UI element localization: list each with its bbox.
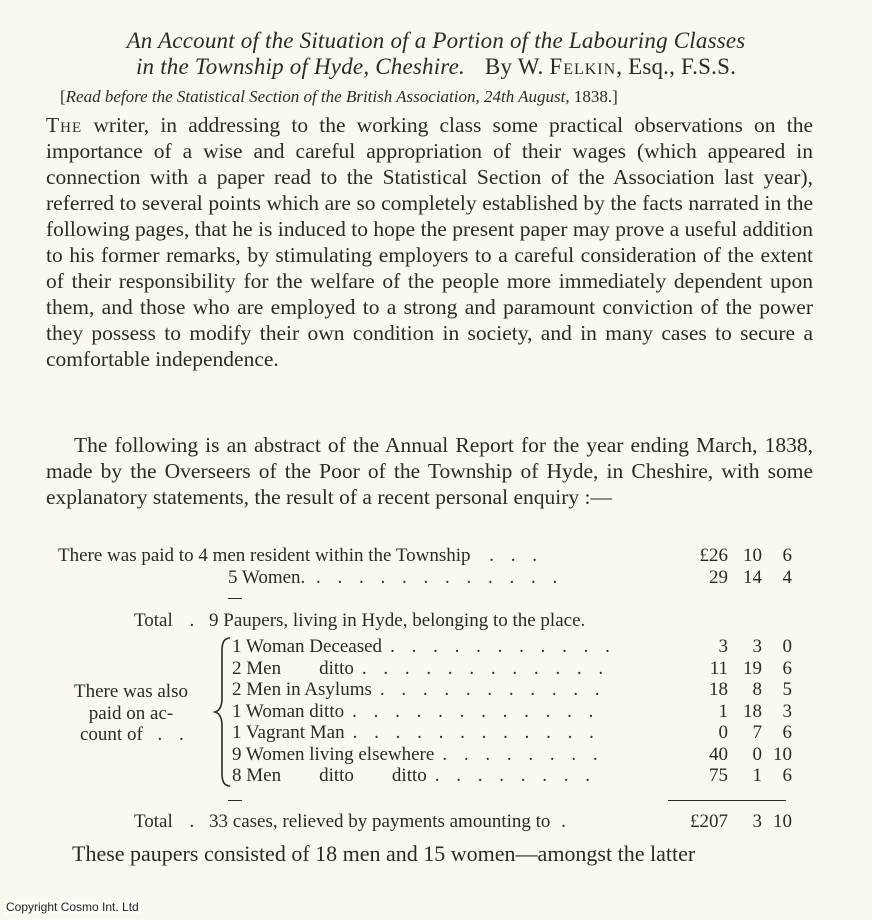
item-label: 2 Men ditto bbox=[232, 658, 354, 679]
read-note-bracket: [ bbox=[60, 87, 66, 106]
paragraph-1-lead: The bbox=[46, 113, 83, 137]
total-2-dot-2: . bbox=[561, 811, 566, 832]
title-line-1: An Account of the Situation of a Portion of the Labouring Classes bbox=[126, 28, 746, 53]
total-2-pence: 10 bbox=[773, 811, 792, 832]
title-line-2 bbox=[46, 54, 826, 80]
item-label: 1 Woman Deceased bbox=[232, 636, 383, 657]
item-shillings: 19 bbox=[743, 658, 762, 679]
resident-row-1-shillings: 10 bbox=[743, 545, 762, 566]
byline-prefix: By W. bbox=[484, 54, 544, 79]
item-row bbox=[232, 679, 606, 701]
paragraph-1-text: writer, in addressing to the working class some practical observations on the importance of a wise and careful appropriation of their wages (which appeared in connection with a paper read to the Statistical Section of the Association last year), referred to several points which are so completely established by the facts narrated in the following pages, that he is induced to hope the present paper may prove a useful addition to his former remarks, by stimulating employers to a careful consideration of the extent of their responsibility for the welfare of the people more immediately dependent upon them, and those who are employed to a strong and paramount conviction of the power they possess to modify their own condition in society, and in many cases to secure a comfortable independence. bbox=[46, 113, 813, 371]
author-suffix: , Esq., F.S.S. bbox=[616, 54, 737, 79]
leader-dots: . . . . . . . . . . . . bbox=[361, 658, 610, 679]
item-pence: 3 bbox=[782, 701, 792, 722]
item-row bbox=[232, 658, 609, 680]
resident-row-2 bbox=[228, 567, 563, 589]
item-pounds: 75 bbox=[709, 765, 728, 786]
resident-row-1-pounds: £26 bbox=[699, 545, 728, 566]
item-pence: 6 bbox=[782, 765, 792, 786]
paragraph-1 bbox=[46, 112, 813, 372]
resident-row-2-label: 5 Women. bbox=[228, 567, 306, 588]
closing-line: These paupers consisted of 18 men and 15 women—amongst the latter bbox=[72, 841, 696, 866]
read-note-year: 1838.] bbox=[569, 87, 618, 106]
item-row bbox=[232, 701, 599, 723]
leader-dots: . . . . . . . . . . . . bbox=[352, 722, 600, 743]
resident-row-2-pounds: 29 bbox=[709, 567, 728, 588]
item-row bbox=[232, 744, 604, 766]
item-pence: 10 bbox=[773, 744, 792, 765]
total-1-dot: . bbox=[189, 610, 195, 631]
resident-row-1-label: There was paid to 4 men resident within the Township bbox=[58, 545, 471, 566]
resident-row-1-pence: 6 bbox=[782, 545, 792, 566]
item-pence: 0 bbox=[782, 636, 792, 657]
also-label-3-text: count of bbox=[80, 724, 143, 745]
total-row-2 bbox=[134, 811, 566, 833]
total-1-text: 9 Paupers, living in Hyde, belonging to the place. bbox=[209, 610, 586, 631]
total-2-label: Total bbox=[134, 811, 173, 832]
title-byline bbox=[485, 54, 736, 79]
short-rule bbox=[228, 800, 242, 801]
item-shillings: 1 bbox=[752, 765, 762, 786]
item-row bbox=[232, 636, 616, 658]
leader-dots: . . . bbox=[489, 545, 544, 566]
item-pounds: 18 bbox=[709, 679, 728, 700]
item-pounds: 40 bbox=[709, 744, 728, 765]
total-2-text: 33 cases, relieved by payments amounting to bbox=[209, 811, 551, 832]
leader-dots: . . . . . . . . . . . bbox=[379, 679, 606, 700]
item-pounds: 3 bbox=[718, 636, 728, 657]
author-name: Felkin bbox=[549, 54, 617, 79]
paragraph-2: The following is an abstract of the Annual Report for the year ending March, 1838, made by the Overseers of the Poor of the Township of Hyde, in Cheshire, with some explanatory statements, the result of a recent personal enquiry :— bbox=[46, 433, 813, 509]
title-line-2-italic: in the Township of Hyde, Cheshire. bbox=[135, 54, 465, 79]
item-pence: 6 bbox=[782, 658, 792, 679]
item-label: 1 Woman ditto bbox=[232, 701, 345, 722]
leader-dots: . . . . . . . . bbox=[442, 744, 604, 765]
item-label: 2 Men in Asylums bbox=[232, 679, 372, 700]
item-row bbox=[232, 765, 596, 787]
short-rule bbox=[228, 598, 242, 599]
sum-rule bbox=[668, 800, 786, 801]
item-shillings: 3 bbox=[752, 636, 762, 657]
total-2-shillings: 3 bbox=[752, 811, 762, 832]
item-label: 8 Men ditto ditto bbox=[232, 765, 427, 786]
item-row bbox=[232, 722, 600, 744]
total-2-pounds: £207 bbox=[690, 811, 728, 832]
also-label-2: paid on ac- bbox=[88, 703, 174, 724]
item-pence: 6 bbox=[782, 722, 792, 743]
item-shillings: 7 bbox=[752, 722, 762, 743]
item-label: 9 Women living elsewhere bbox=[232, 744, 435, 765]
curly-brace bbox=[212, 636, 234, 788]
total-2-dot: . bbox=[189, 811, 195, 832]
item-pounds: 0 bbox=[718, 722, 728, 743]
leader-dots: . . bbox=[157, 724, 190, 745]
item-label: 1 Vagrant Man bbox=[232, 722, 345, 743]
item-shillings: 0 bbox=[752, 744, 762, 765]
also-label-1: There was also bbox=[74, 681, 188, 702]
leader-dots: . . . . . . . . bbox=[434, 765, 596, 786]
leader-dots: . . . . . . . . . . . bbox=[390, 636, 616, 657]
resident-row-1 bbox=[58, 545, 543, 567]
read-note bbox=[60, 86, 820, 108]
item-pounds: 1 bbox=[718, 701, 728, 722]
total-row-1 bbox=[134, 610, 585, 632]
read-note-italic: Read before the Statistical Section of the British Association, 24th August, bbox=[65, 87, 570, 106]
resident-row-2-pence: 4 bbox=[782, 567, 792, 588]
item-pounds: 11 bbox=[709, 658, 728, 679]
item-pence: 5 bbox=[782, 679, 792, 700]
total-1-label: Total bbox=[134, 610, 173, 631]
article-title bbox=[46, 28, 826, 80]
copyright-watermark: Copyright Cosmo Int. Ltd bbox=[6, 900, 139, 914]
item-shillings: 18 bbox=[743, 701, 762, 722]
item-shillings: 8 bbox=[752, 679, 762, 700]
resident-row-2-shillings: 14 bbox=[743, 567, 762, 588]
leader-dots: . . . . . . . . . . . . bbox=[352, 701, 600, 722]
leader-dots: . . . . . . . . . . . . bbox=[316, 567, 564, 588]
also-label-3 bbox=[80, 724, 190, 746]
